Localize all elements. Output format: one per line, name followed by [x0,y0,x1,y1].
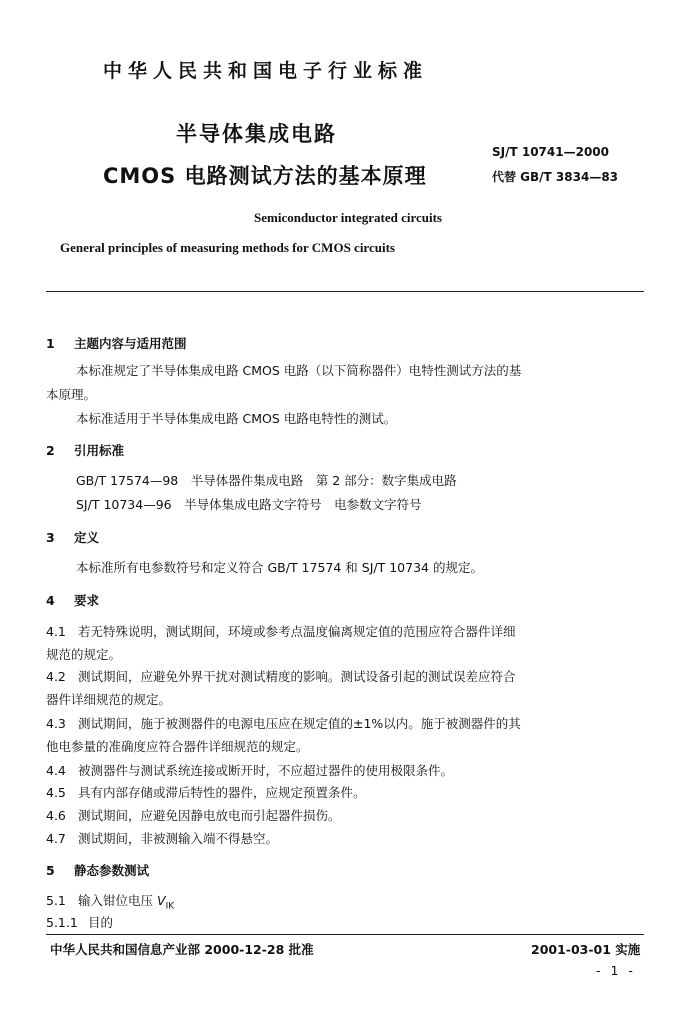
paragraph-line: 本标准规定了半导体集成电路 CMOS 电路（以下简称器件）电特性测试方法的基 [76,363,522,378]
section-number: 2 [46,443,55,458]
approval-info: 中华人民共和国信息产业部 2000-12-28 批准 [50,942,314,957]
page-number: - 1 - [596,963,636,978]
clause-number: 4.1 [46,624,66,639]
clause-5-1-1 [46,913,113,931]
section-heading-4 [46,591,99,609]
section-heading-5 [46,861,149,879]
paragraph-line: 本原理。 [46,387,97,402]
section-title: 定义 [74,530,100,545]
clause-text: 测试期间，应避免外界干扰对测试精度的影响。测试设备引起的测试误差应符合 [78,669,516,684]
clause-text: 被测器件与测试系统连接或断开时，不应超过器件的使用极限条件。 [78,763,454,778]
clause-number: 4.6 [46,808,66,823]
clause-text: 若无特殊说明，测试期间，环境或参考点温度偏离规定值的范围应符合器件详细 [78,624,516,639]
section-number: 4 [46,593,55,608]
clause-text: 输入钳位电压 [78,893,154,908]
clause-4-4 [46,761,453,779]
title-english-line-2: General principles of measuring methods for CMOS circuits [60,240,395,255]
standard-code: SJ/T 10741—2000 [492,145,609,159]
clause-number: 4.5 [46,785,66,800]
paragraph-line: 本标准所有电参数符号和定义符合 GB/T 17574 和 SJ/T 10734 的规定。 [76,560,483,575]
clause-number: 4.7 [46,831,66,846]
clause-number: 5.1.1 [46,915,78,930]
clause-4-5 [46,783,366,801]
section-title: 主题内容与适用范围 [74,336,187,351]
clause-5-1 [46,891,174,912]
clause-text: 具有内部存储或滞后特性的器件，应规定预置条件。 [78,785,366,800]
title-english-line-1: Semiconductor integrated circuits [254,210,442,225]
section-title: 引用标准 [74,443,125,458]
section-title: 静态参数测试 [74,863,150,878]
issuing-organization: 中华人民共和国电子行业标准 [103,60,429,82]
paragraph-line: 器件详细规范的规定。 [46,692,172,707]
clause-number: 4.2 [46,669,66,684]
title-chinese-line-1: 半导体集成电路 [176,122,337,146]
section-title: 要求 [74,593,100,608]
clause-text: 目的 [88,915,114,930]
clause-text: 测试期间，应避免因静电放电而引起器件损伤。 [78,808,341,823]
clause-4-1 [46,622,516,640]
footer-divider [46,934,644,935]
section-number: 3 [46,530,55,545]
replaced-standard: 代替 GB/T 3834—83 [492,170,619,184]
paragraph-line: 本标准适用于半导体集成电路 CMOS 电路电特性的测试。 [76,411,397,426]
header-divider [46,291,644,292]
clause-number: 5.1 [46,893,66,908]
paragraph-line: 他电参量的准确度应符合器件详细规范的规定。 [46,739,309,754]
symbol-subscript: IK [165,901,175,912]
reference-item: GB/T 17574—98 半导体器件集成电路 第 2 部分：数字集成电路 [76,473,457,488]
symbol-variable: V [157,893,166,908]
section-heading-1 [46,334,187,352]
title-chinese-line-2: CMOS 电路测试方法的基本原理 [103,164,427,188]
section-number: 5 [46,863,55,878]
clause-4-2 [46,667,516,685]
clause-4-7 [46,829,278,847]
section-number: 1 [46,336,55,351]
section-heading-2 [46,441,124,459]
clause-text: 测试期间，施于被测器件的电源电压应在规定值的±1%以内。施于被测器件的其 [78,716,521,731]
section-heading-3 [46,528,99,546]
clause-number: 4.4 [46,763,66,778]
implementation-date: 2001-03-01 实施 [531,942,641,957]
reference-item: SJ/T 10734—96 半导体集成电路文字符号 电参数文字符号 [76,497,422,512]
clause-number: 4.3 [46,716,66,731]
clause-4-6 [46,806,341,824]
clause-text: 测试期间，非被测输入端不得悬空。 [78,831,279,846]
paragraph-line: 规范的规定。 [46,647,122,662]
clause-4-3 [46,714,521,732]
